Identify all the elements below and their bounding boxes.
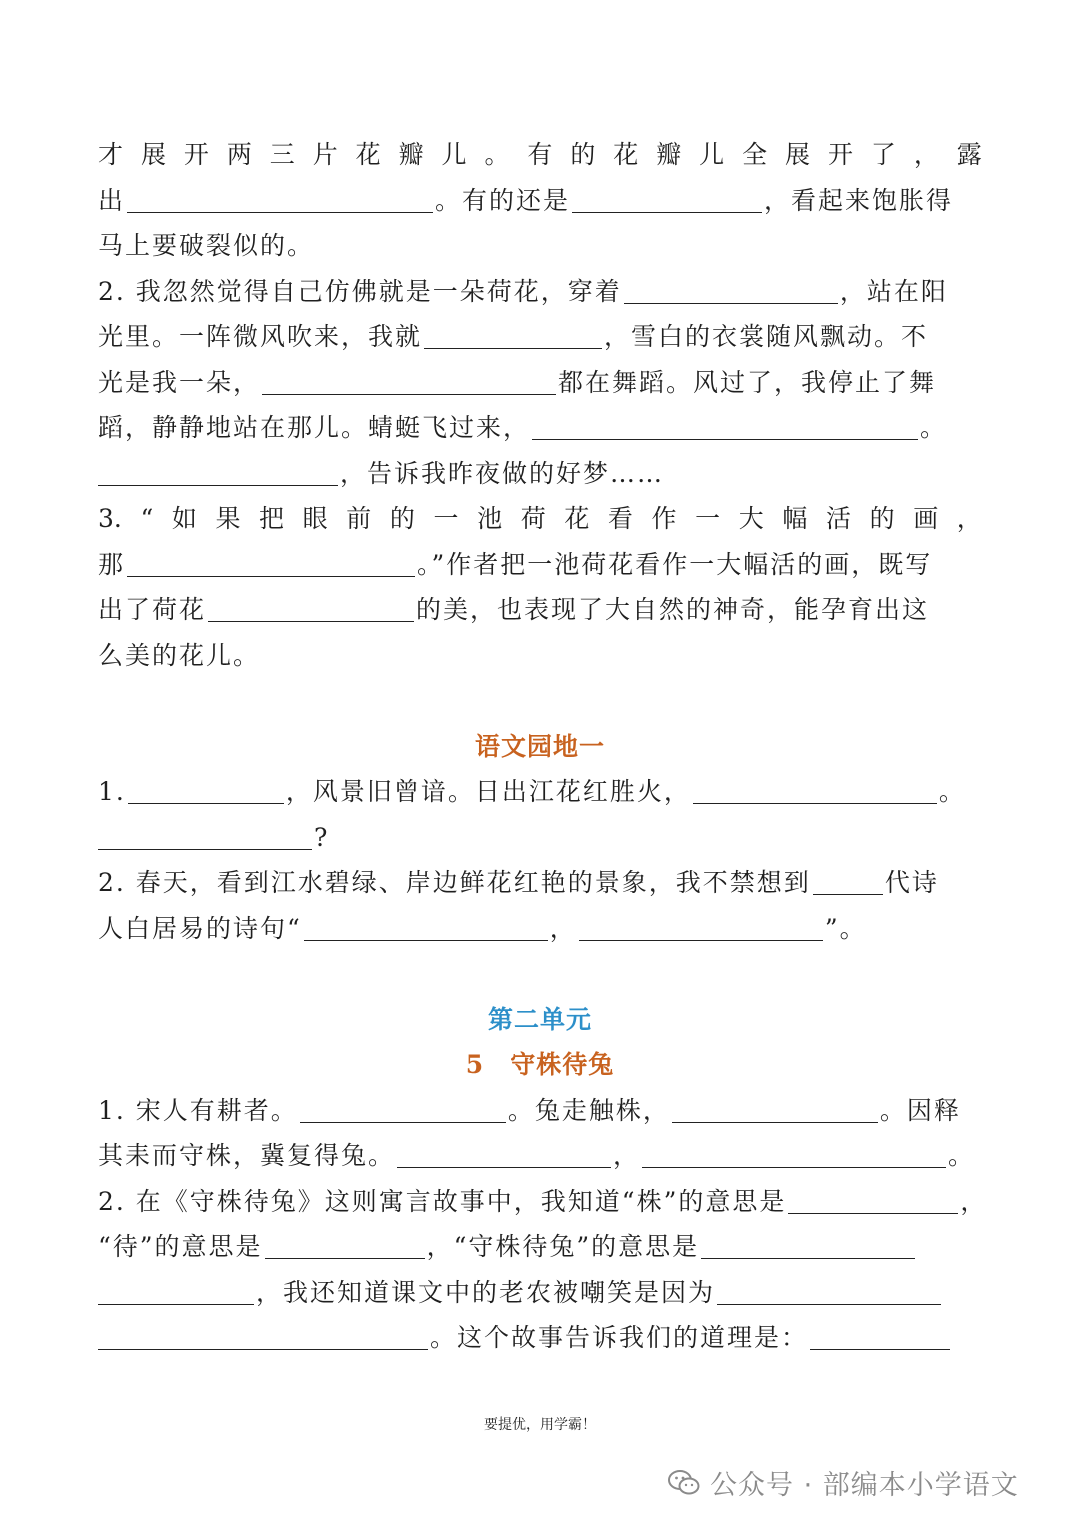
footer-slogan: 要提优，用学霸！ bbox=[484, 1417, 596, 1433]
char: 了 bbox=[870, 140, 896, 169]
char: 瓣 bbox=[398, 140, 424, 169]
char: 一 bbox=[695, 504, 721, 533]
char: 把 bbox=[259, 504, 285, 533]
blank[interactable] bbox=[98, 1319, 428, 1350]
char: 才 bbox=[98, 140, 124, 169]
garden-q1-line-1 bbox=[98, 769, 982, 815]
text: 。”作者把一池荷花看作一大幅活的画，既写 bbox=[417, 549, 933, 579]
char: 作 bbox=[651, 504, 677, 533]
char: 开 bbox=[183, 140, 209, 169]
text: ，告诉我昨夜做的好梦…… bbox=[340, 458, 665, 488]
blank[interactable] bbox=[127, 182, 433, 213]
text: 马上要破裂似的。 bbox=[98, 231, 315, 260]
lotus-line-3 bbox=[98, 223, 982, 269]
char: 果 bbox=[215, 504, 241, 533]
char: 眼 bbox=[302, 504, 328, 533]
blank[interactable] bbox=[693, 773, 937, 804]
worksheet bbox=[98, 132, 988, 1361]
blank[interactable] bbox=[672, 1092, 878, 1123]
text: ? bbox=[314, 822, 330, 852]
blank[interactable] bbox=[262, 364, 556, 395]
text: 光里。一阵微风吹来，我就 bbox=[98, 322, 423, 351]
text: 人白居易的诗句“ bbox=[98, 913, 302, 943]
blank[interactable] bbox=[98, 819, 312, 850]
char: 两 bbox=[226, 140, 252, 169]
char: 3. bbox=[98, 504, 122, 533]
blank[interactable] bbox=[300, 1092, 506, 1123]
char: 花 bbox=[613, 140, 639, 169]
char: 有 bbox=[527, 140, 553, 169]
text: 出了荷花 bbox=[98, 595, 207, 624]
q2-line-1 bbox=[98, 269, 982, 315]
blank[interactable] bbox=[642, 1137, 946, 1168]
text: 光是我一朵， bbox=[98, 367, 261, 397]
q2-line-2 bbox=[98, 314, 982, 360]
unit2-q2-line-3 bbox=[98, 1270, 982, 1316]
text: 出 bbox=[98, 185, 126, 215]
q3-line-1 bbox=[98, 496, 982, 542]
unit2-q2-line-2 bbox=[98, 1224, 982, 1270]
text: 都在舞蹈。风过了，我停止了舞 bbox=[558, 367, 937, 397]
char: 大 bbox=[738, 504, 764, 533]
char: 幅 bbox=[782, 504, 808, 533]
char: ， bbox=[956, 504, 982, 533]
text: 2. 春天，看到江水碧绿、岸边鲜花红艳的景象，我不禁想到 bbox=[98, 868, 811, 897]
char: 的 bbox=[389, 504, 415, 533]
char: 开 bbox=[827, 140, 853, 169]
text: 。因释 bbox=[879, 1095, 961, 1125]
text: ，我还知道课文中的老农被嘲笑是因为 bbox=[256, 1277, 716, 1307]
char: 池 bbox=[477, 504, 503, 533]
q3-line-3 bbox=[98, 587, 982, 633]
wechat-icon bbox=[668, 1469, 700, 1497]
char: 的 bbox=[869, 504, 895, 533]
q2-line-5 bbox=[98, 451, 982, 497]
char: 前 bbox=[346, 504, 372, 533]
spacer bbox=[98, 678, 982, 724]
text: 。有的还是 bbox=[435, 185, 571, 215]
blank[interactable] bbox=[579, 910, 823, 941]
char: 花 bbox=[355, 140, 381, 169]
text: 。 bbox=[920, 413, 948, 442]
char: 活 bbox=[825, 504, 851, 533]
blank[interactable] bbox=[532, 409, 918, 440]
text: 2. 我忽然觉得自己仿佛就是一朵荷花，穿着 bbox=[98, 276, 622, 306]
text: 么美的花儿。 bbox=[98, 640, 261, 670]
text: ，风景旧曾谙。日出江花红胜火， bbox=[285, 777, 691, 806]
lesson-title: 5 守株待兔 bbox=[465, 1050, 615, 1079]
char: 荷 bbox=[520, 504, 546, 533]
lotus-line-1 bbox=[98, 132, 982, 178]
char: 如 bbox=[171, 504, 197, 533]
char: ， bbox=[913, 140, 939, 169]
char: 露 bbox=[956, 140, 982, 169]
blank[interactable] bbox=[701, 1228, 915, 1259]
blank[interactable] bbox=[717, 1274, 941, 1305]
text: 蹈，静静地站在那儿。蜻蜓飞过来， bbox=[98, 413, 531, 442]
blank[interactable] bbox=[127, 546, 415, 577]
text: 那 bbox=[98, 549, 126, 579]
text: ，雪白的衣裳随风飘动。不 bbox=[604, 322, 929, 351]
text: 。这个故事告诉我们的道理是： bbox=[430, 1323, 809, 1352]
section-title-garden: 语文园地一 bbox=[474, 731, 605, 761]
unit2-q1-line-2 bbox=[98, 1133, 982, 1179]
char: 三 bbox=[269, 140, 295, 169]
char: 展 bbox=[785, 140, 811, 169]
garden-q2-line-1 bbox=[98, 860, 982, 906]
unit2-q2-line-1 bbox=[98, 1179, 988, 1225]
char: 儿 bbox=[441, 140, 467, 169]
text: ，看起来饱胀得 bbox=[764, 185, 954, 215]
text: 2. 在《守株待兔》这则寓言故事中，我知道“株”的意思是 bbox=[98, 1186, 787, 1216]
text: ”。 bbox=[824, 913, 867, 943]
q2-line-4 bbox=[98, 405, 982, 451]
char: 儿 bbox=[699, 140, 725, 169]
text: “待”的意思是 bbox=[98, 1232, 263, 1261]
blank[interactable] bbox=[208, 591, 414, 622]
text: 。兔走触株， bbox=[507, 1095, 670, 1125]
text: 代诗 bbox=[884, 868, 939, 897]
blank[interactable] bbox=[788, 1183, 958, 1214]
char: 展 bbox=[140, 140, 166, 169]
blank[interactable] bbox=[813, 864, 883, 895]
text: ，站在阳 bbox=[839, 276, 948, 306]
char: 画 bbox=[913, 504, 939, 533]
text: ， bbox=[960, 1186, 988, 1216]
unit-title: 第二单元 bbox=[487, 1004, 592, 1034]
char: 看 bbox=[607, 504, 633, 533]
q2-line-3 bbox=[98, 360, 982, 406]
text: ，“守株待兔”的意思是 bbox=[426, 1232, 700, 1261]
text: 。 bbox=[938, 777, 966, 806]
spacer bbox=[98, 951, 982, 997]
blank[interactable] bbox=[265, 1228, 425, 1259]
unit2-q1-line-1 bbox=[98, 1088, 982, 1134]
char: 。 bbox=[484, 140, 510, 169]
text: 1. 宋人有耕者。 bbox=[98, 1095, 298, 1125]
garden-q1-line-2 bbox=[98, 815, 982, 861]
blank[interactable] bbox=[424, 318, 602, 349]
char: 花 bbox=[564, 504, 590, 533]
char: 片 bbox=[312, 140, 338, 169]
blank[interactable] bbox=[98, 1274, 254, 1305]
text: 的美，也表现了大自然的神奇，能孕育出这 bbox=[416, 595, 930, 624]
q3-line-4 bbox=[98, 633, 982, 679]
lotus-line-2 bbox=[98, 178, 982, 224]
text: 。 bbox=[948, 1141, 976, 1170]
text: 1. bbox=[98, 777, 126, 806]
blank[interactable] bbox=[624, 273, 838, 304]
q3-line-2 bbox=[98, 542, 982, 588]
blank[interactable] bbox=[397, 1137, 611, 1168]
watermark-text: 公众号 · 部编本小学语文 bbox=[710, 1470, 1019, 1501]
blank[interactable] bbox=[572, 182, 762, 213]
blank[interactable] bbox=[810, 1319, 950, 1350]
unit2-q2-line-4 bbox=[98, 1315, 982, 1361]
char: “ bbox=[140, 504, 154, 533]
char: 的 bbox=[570, 140, 596, 169]
char: 瓣 bbox=[656, 140, 682, 169]
blank[interactable] bbox=[98, 455, 338, 486]
text: 其耒而守株，冀复得兔。 bbox=[98, 1141, 396, 1170]
char: 一 bbox=[433, 504, 459, 533]
text: ， bbox=[613, 1141, 641, 1170]
blank[interactable] bbox=[304, 910, 548, 941]
text: ， bbox=[549, 913, 577, 943]
watermark bbox=[668, 1463, 1019, 1502]
garden-q2-line-2 bbox=[98, 906, 982, 952]
char: 全 bbox=[742, 140, 768, 169]
blank[interactable] bbox=[128, 773, 284, 804]
